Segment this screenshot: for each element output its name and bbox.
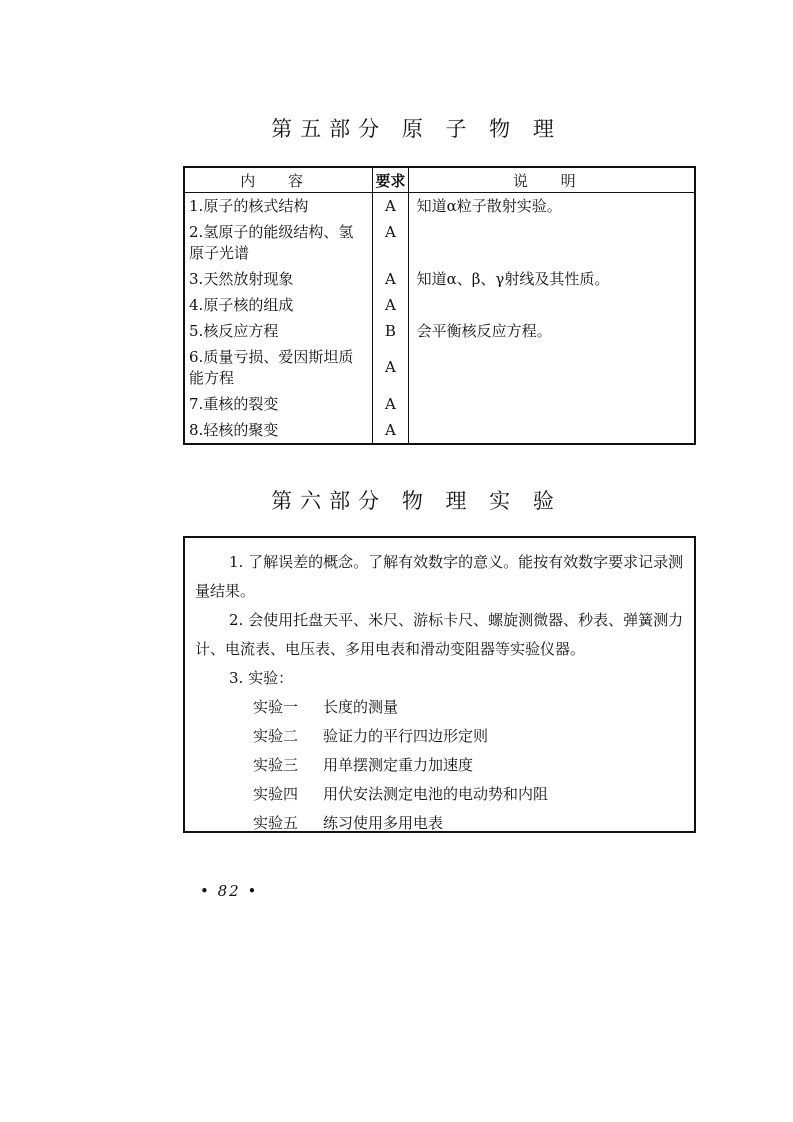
table-header-row	[184, 167, 695, 193]
list-item	[253, 809, 686, 838]
table-row	[184, 193, 695, 220]
header-notes: 说 明	[408, 167, 695, 193]
experiment-text: 长度的测量	[323, 698, 399, 716]
row-text: 原子的核式结构	[203, 197, 309, 215]
requirement-item-1: 1. 了解误差的概念。了解有效数字的意义。能按有效数字要求记录测量结果。	[195, 553, 684, 600]
table-row	[184, 266, 695, 292]
row-note	[408, 219, 695, 266]
table-row	[184, 391, 695, 417]
row-note: 会平衡核反应方程。	[408, 318, 695, 344]
header-content: 内 容	[184, 167, 373, 193]
row-number: 1.	[189, 197, 204, 215]
requirement-item-2: 2. 会使用托盘天平、米尺、游标卡尺、螺旋测微器、秒表、弹簧测力计、电流表、电压表、多用电表和滑动变阻器等实验仪器。	[195, 611, 684, 658]
table-row	[184, 219, 695, 266]
row-text: 天然放射现象	[203, 270, 294, 288]
experiment-name: 实验四	[253, 785, 299, 803]
row-content	[184, 344, 373, 391]
experiment-text: 用伏安法测定电池的电动势和内阻	[323, 785, 549, 803]
row-level: A	[373, 292, 408, 318]
experiment-name: 实验三	[253, 756, 299, 774]
row-number: 6.	[189, 348, 204, 366]
experiment-text: 验证力的平行四边形定则	[323, 727, 489, 745]
experiment-text: 练习使用多用电表	[323, 814, 444, 832]
row-text: 原子核的组成	[203, 296, 294, 314]
experiment-name: 实验一	[253, 698, 299, 716]
row-level: B	[373, 318, 408, 344]
table-row	[184, 344, 695, 391]
row-number: 4.	[189, 296, 204, 314]
row-level: A	[373, 193, 408, 220]
experiment-name: 实验五	[253, 814, 299, 832]
table-row	[184, 292, 695, 318]
list-item	[253, 693, 686, 722]
row-text: 轻核的聚变	[203, 421, 279, 439]
section6-title: 第六部分 物 理 实 验	[271, 489, 562, 513]
section5-title: 第五部分 原 子 物 理	[271, 117, 562, 141]
row-number: 2.	[189, 223, 204, 241]
row-content	[184, 391, 373, 417]
requirement-item-3: 3. 实验：	[229, 669, 294, 687]
row-number: 3.	[189, 270, 204, 288]
row-number: 5.	[189, 322, 204, 340]
experiment-name: 实验二	[253, 727, 299, 745]
row-content	[184, 219, 373, 266]
table-row	[184, 318, 695, 344]
row-level: A	[373, 219, 408, 266]
experiment-text: 用单摆测定重力加速度	[323, 756, 474, 774]
header-requirement: 要求	[373, 167, 408, 193]
atomic-physics-table	[183, 166, 696, 445]
row-number: 8.	[189, 421, 204, 439]
row-note	[408, 417, 695, 444]
row-level: A	[373, 417, 408, 444]
experiment-list	[195, 693, 686, 838]
row-content	[184, 193, 373, 220]
row-note	[408, 292, 695, 318]
row-content	[184, 318, 373, 344]
row-note	[408, 344, 695, 391]
experiment-requirements-box	[183, 536, 696, 833]
page-number: • 82 •	[200, 882, 259, 900]
row-number: 7.	[189, 395, 204, 413]
row-level: A	[373, 344, 408, 391]
row-text: 质量亏损、爱因斯坦质能方程	[189, 348, 354, 387]
row-note: 知道α粒子散射实验。	[408, 193, 695, 220]
row-text: 氢原子的能级结构、氢原子光谱	[189, 223, 354, 262]
row-text: 重核的裂变	[203, 395, 279, 413]
list-item	[253, 722, 686, 751]
row-text: 核反应方程	[203, 322, 279, 340]
row-level: A	[373, 391, 408, 417]
row-content	[184, 266, 373, 292]
row-note	[408, 391, 695, 417]
row-content	[184, 417, 373, 444]
row-level: A	[373, 266, 408, 292]
row-content	[184, 292, 373, 318]
row-note: 知道α、β、γ射线及其性质。	[408, 266, 695, 292]
table-row	[184, 417, 695, 444]
list-item	[253, 780, 686, 809]
list-item	[253, 751, 686, 780]
